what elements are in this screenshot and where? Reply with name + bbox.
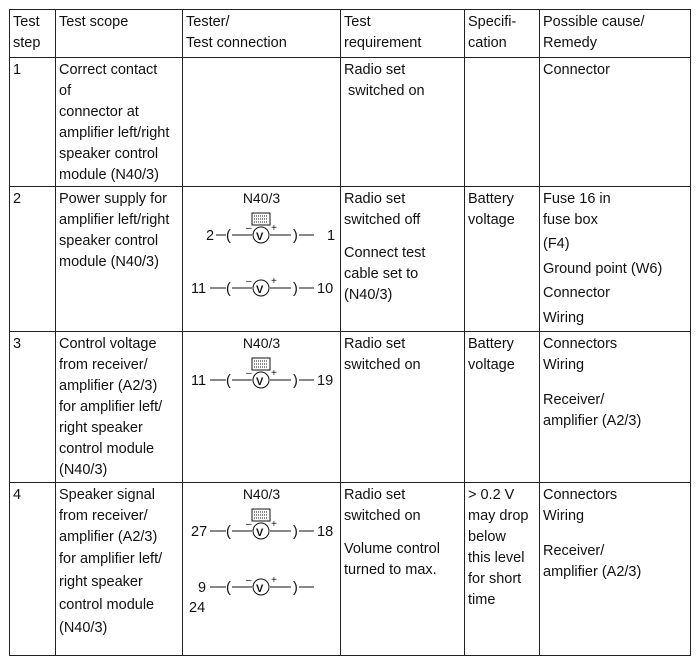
- svg-text:–: –: [246, 223, 252, 234]
- spec-cell: [465, 58, 540, 187]
- table-row: [10, 58, 691, 187]
- svg-text:): ): [293, 373, 298, 389]
- requirement-cell: Radio set switched on: [341, 332, 465, 483]
- pin-label: 19: [317, 373, 334, 389]
- pin-label: 11: [191, 373, 207, 389]
- svg-text:+: +: [271, 276, 277, 287]
- pin-label: 24: [189, 600, 206, 616]
- tester-cell: [183, 187, 341, 332]
- header-scope: Test scope: [56, 10, 183, 58]
- step-cell: 2: [10, 187, 56, 332]
- pin-label: 27: [191, 524, 208, 540]
- requirement-cell: Radio set switched off Connect test cable set to (N40/3): [341, 187, 465, 332]
- svg-text:): ): [293, 228, 298, 244]
- cause-cell: Connector: [540, 58, 691, 187]
- svg-text:+: +: [271, 368, 277, 379]
- scope-cell: Correct contact of connector at amplifier left/right speaker control module (N40/3): [56, 58, 183, 187]
- svg-text:(: (: [226, 524, 231, 540]
- connection-diagram: [186, 485, 337, 655]
- pin-label: 9: [198, 580, 207, 596]
- requirement-cell: Radio set switched on Volume control turned to max.: [341, 483, 465, 656]
- spec-cell: > 0.2 V may drop below this level for short time: [465, 483, 540, 656]
- scope-cell: Power supply for amplifier left/right speaker control module (N40/3): [56, 187, 183, 332]
- svg-text:–: –: [246, 276, 252, 287]
- diagram-title: N40/3: [242, 190, 281, 206]
- header-step: Test step: [10, 10, 56, 58]
- table-row: [10, 483, 691, 656]
- requirement-cell: Radio set switched on: [341, 58, 465, 187]
- connection-diagram: [186, 189, 337, 331]
- scope-cell: Control voltage from receiver/ amplifier (A2/3) for amplifier left/ right speaker control module (N40/3): [56, 332, 183, 483]
- spec-cell: Battery voltage: [465, 187, 540, 332]
- step-cell: 4: [10, 483, 56, 656]
- svg-text:V: V: [256, 583, 264, 595]
- svg-text:–: –: [246, 519, 252, 530]
- tester-cell: [183, 332, 341, 483]
- svg-text:(: (: [226, 373, 231, 389]
- step-cell: 3: [10, 332, 56, 483]
- svg-text:V: V: [256, 376, 264, 388]
- pin-label: 1: [327, 228, 336, 244]
- spec-cell: Battery voltage: [465, 332, 540, 483]
- svg-text:(: (: [226, 281, 231, 297]
- svg-text:): ): [293, 281, 298, 297]
- table-row: [10, 187, 691, 332]
- cause-cell: Connectors Wiring Receiver/ amplifier (A2/3): [540, 332, 691, 483]
- svg-text:V: V: [256, 527, 264, 539]
- svg-text:): ): [293, 580, 298, 596]
- pin-label: 11: [191, 281, 207, 297]
- header-specification: Specifi- cation: [465, 10, 540, 58]
- cause-cell: Fuse 16 in fuse box (F4) Ground point (W6) Connector Wiring: [540, 187, 691, 332]
- voltmeter-diagram: [186, 334, 337, 414]
- header-row: [10, 10, 691, 58]
- pin-label: 18: [317, 524, 334, 540]
- svg-text:V: V: [256, 231, 264, 243]
- scope-cell: Speaker signal from receiver/ amplifier (A2/3) for amplifier left/ right speaker control module (N40/3): [56, 483, 183, 656]
- tester-cell: [183, 483, 341, 656]
- connection-diagram: [186, 334, 337, 482]
- tester-cell: [183, 58, 341, 187]
- diagram-title: N40/3: [242, 486, 281, 502]
- svg-text:+: +: [271, 575, 277, 586]
- voltmeter-diagram: [186, 189, 337, 309]
- svg-text:(: (: [226, 580, 231, 596]
- svg-text:–: –: [246, 575, 252, 586]
- header-requirement: Test requirement: [341, 10, 465, 58]
- test-table: [9, 9, 691, 656]
- svg-text:V: V: [256, 284, 264, 296]
- table-row: [10, 332, 691, 483]
- svg-text:+: +: [271, 519, 277, 530]
- diagram-title: N40/3: [242, 335, 281, 351]
- header-tester: Tester/ Test connection: [183, 10, 341, 58]
- svg-text:): ): [293, 524, 298, 540]
- cause-cell: Connectors Wiring Receiver/ amplifier (A2/3): [540, 483, 691, 656]
- step-cell: 1: [10, 58, 56, 187]
- voltmeter-diagram: [186, 485, 337, 625]
- pin-label: 2: [206, 228, 215, 244]
- svg-text:–: –: [246, 368, 252, 379]
- svg-text:(: (: [226, 228, 231, 244]
- header-cause: Possible cause/ Remedy: [540, 10, 691, 58]
- svg-text:+: +: [271, 223, 277, 234]
- pin-label: 10: [317, 281, 334, 297]
